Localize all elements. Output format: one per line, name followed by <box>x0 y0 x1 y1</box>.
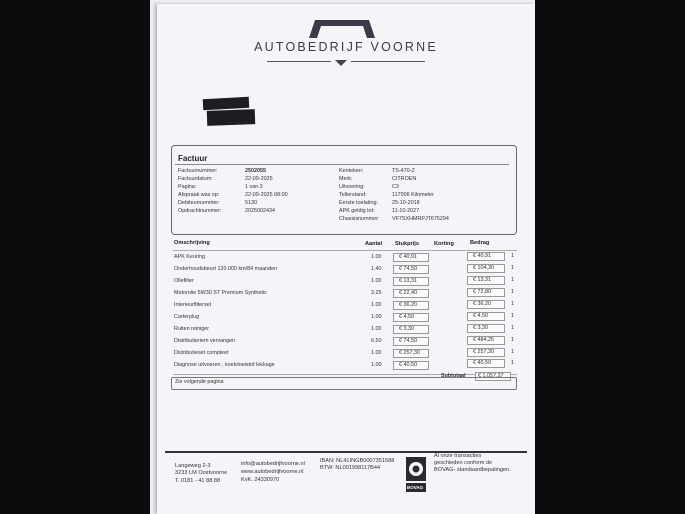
field-value: CITROEN <box>392 176 417 182</box>
field-value: 22-09-2025 08:00 <box>245 192 288 198</box>
field-label: Afspraak was op: <box>178 192 220 198</box>
logo-divider-right <box>351 61 425 62</box>
item-unit-price: € 22,40 <box>399 290 417 296</box>
item-code: 1 <box>511 277 514 283</box>
item-amount: € 4,50 <box>473 313 488 319</box>
item-amount: € 72,80 <box>473 289 491 295</box>
field-label: Factuurnummer: <box>178 168 218 174</box>
item-unit-price: € 74,50 <box>399 266 417 272</box>
col-header-amount: Bedrag <box>470 240 490 246</box>
iban-line: IBAN: NL41INGB0007351588 <box>320 458 395 464</box>
company-logo-roof <box>307 18 377 40</box>
terms-line: BOVAG- standaardbepalingen. <box>434 467 511 473</box>
field-label: Opdrachtnummer: <box>178 208 222 214</box>
item-amount: € 3,30 <box>473 325 488 331</box>
item-quantity: 1.40 <box>371 266 382 272</box>
subtotal-label: Subtotaal <box>441 373 466 379</box>
field-label: Merk: <box>339 176 353 182</box>
email-link[interactable]: info@autobedrijfvoorne.nl <box>241 461 305 467</box>
item-code: 1 <box>511 325 514 331</box>
field-label: Kenteken: <box>339 168 364 174</box>
item-unit-price: € 4,50 <box>399 314 414 320</box>
field-value: 11-10-2027 <box>392 208 420 214</box>
terms-line: geschieden conform de <box>434 460 493 466</box>
item-code: 1 <box>511 265 514 271</box>
terms-line: Al onze transacties <box>434 453 482 459</box>
item-code: 1 <box>511 301 514 307</box>
header-divider <box>173 250 517 251</box>
address-line: Langeweg 2-3 <box>175 463 211 469</box>
field-value: C3 <box>392 184 399 190</box>
field-label: Debiteurnummer: <box>178 200 220 206</box>
item-description: Motorolie 5W30 ST Premium Synthetic <box>174 290 267 296</box>
item-description: Ruiten reiniger <box>174 326 210 332</box>
phone-line: T. 0181 - 41 88 88 <box>175 478 221 484</box>
item-quantity: 1.00 <box>371 254 382 260</box>
item-amount: € 484,25 <box>473 337 494 343</box>
item-unit-price: € 74,50 <box>399 338 417 344</box>
item-unit-price: € 257,30 <box>399 350 420 356</box>
field-value: 5130 <box>245 200 257 206</box>
field-value: 2025002434 <box>245 208 275 214</box>
field-label: Factuurdatum: <box>178 176 213 182</box>
bovag-logo-text: BOVAG <box>407 485 424 490</box>
item-quantity: 1.00 <box>371 278 382 284</box>
col-header-quantity: Aantal <box>365 241 383 247</box>
company-name: AUTOBEDRIJF VOORNE <box>254 40 438 54</box>
item-description: Distributieriem vervangen <box>174 338 236 344</box>
item-amount: € 36,20 <box>473 301 491 307</box>
item-amount: € 40,91 <box>473 253 491 259</box>
logo-chevron <box>335 60 347 66</box>
redacted-address <box>207 109 255 126</box>
field-label: Chassisnummer: <box>339 216 380 222</box>
item-description: Distributieset compleet <box>174 350 229 356</box>
redacted-address <box>203 97 250 110</box>
item-code: 1 <box>511 313 514 319</box>
invoice-page <box>157 4 535 514</box>
item-unit-price: € 3,30 <box>399 326 414 332</box>
vat-line: BTW: NL001998117B44 <box>320 465 381 471</box>
subtotal-value: € 1.057,37 <box>478 373 504 379</box>
item-description: Onderhoudsbeurt 120.000 km/84 maanden <box>174 266 278 272</box>
address-line: 3233 LM Oostvoorne <box>175 470 228 476</box>
logo-divider-left <box>267 61 331 62</box>
field-label: Tellerstand: <box>339 192 367 198</box>
item-code: 1 <box>511 337 514 343</box>
field-value: TS-470-Z <box>392 168 415 174</box>
col-header-unit-price: Stukprijs <box>395 241 419 247</box>
field-value: 25-10-2018 <box>392 200 420 206</box>
item-amount: € 13,31 <box>473 277 491 283</box>
item-quantity: 3.25 <box>371 290 382 296</box>
item-quantity: 1.00 <box>371 362 382 368</box>
item-amount: € 40,50 <box>473 360 491 366</box>
item-unit-price: € 40,50 <box>399 362 417 368</box>
field-value: 1 van 3 <box>245 184 263 190</box>
item-description: Interieurfilterset <box>174 302 212 308</box>
col-header-discount: Korting <box>434 241 454 247</box>
field-value: 2502055 <box>245 168 266 174</box>
item-unit-price: € 40,91 <box>399 254 417 260</box>
website-link[interactable]: www.autobedrijfvoorne.nl <box>241 469 304 475</box>
item-code: 1 <box>511 289 514 295</box>
info-divider <box>175 164 509 165</box>
field-label: Eerste toelating: <box>339 200 378 206</box>
invoice-title: Factuur <box>178 154 208 163</box>
item-description: APK Keuring <box>174 254 205 260</box>
item-quantity: 1.00 <box>371 302 382 308</box>
item-description: Diagnose uitvoeren , koelvloeistof lekkage <box>174 362 275 368</box>
item-amount: € 257,30 <box>473 349 494 355</box>
item-quantity: 1.00 <box>371 350 382 356</box>
item-quantity: 1.00 <box>371 326 382 332</box>
field-label: APK geldig tot: <box>339 208 375 214</box>
item-quantity: 1.00 <box>371 314 382 320</box>
col-header-description: Omschrijving <box>174 240 210 246</box>
item-unit-price: € 36,20 <box>399 302 417 308</box>
item-code: 1 <box>511 253 514 259</box>
item-description: Carterplug <box>174 314 200 320</box>
item-amount: € 104,30 <box>473 265 494 271</box>
field-label: Uitvoering: <box>339 184 365 190</box>
field-label: Pagina: <box>178 184 197 190</box>
next-page-note: Zie volgende pagina <box>175 379 224 385</box>
kvk-number: KvK. 24330970 <box>241 477 280 483</box>
item-code: 1 <box>511 349 514 355</box>
field-value: 117006 Kilometer <box>392 192 434 198</box>
item-description: Oliefilter <box>174 278 194 284</box>
item-unit-price: € 13,31 <box>399 278 417 284</box>
item-code: 1 <box>511 360 514 366</box>
field-value: 22-09-2025 <box>245 176 273 182</box>
item-quantity: 6.50 <box>371 338 382 344</box>
field-value: VF7SXHMRPJT675294 <box>392 216 449 222</box>
